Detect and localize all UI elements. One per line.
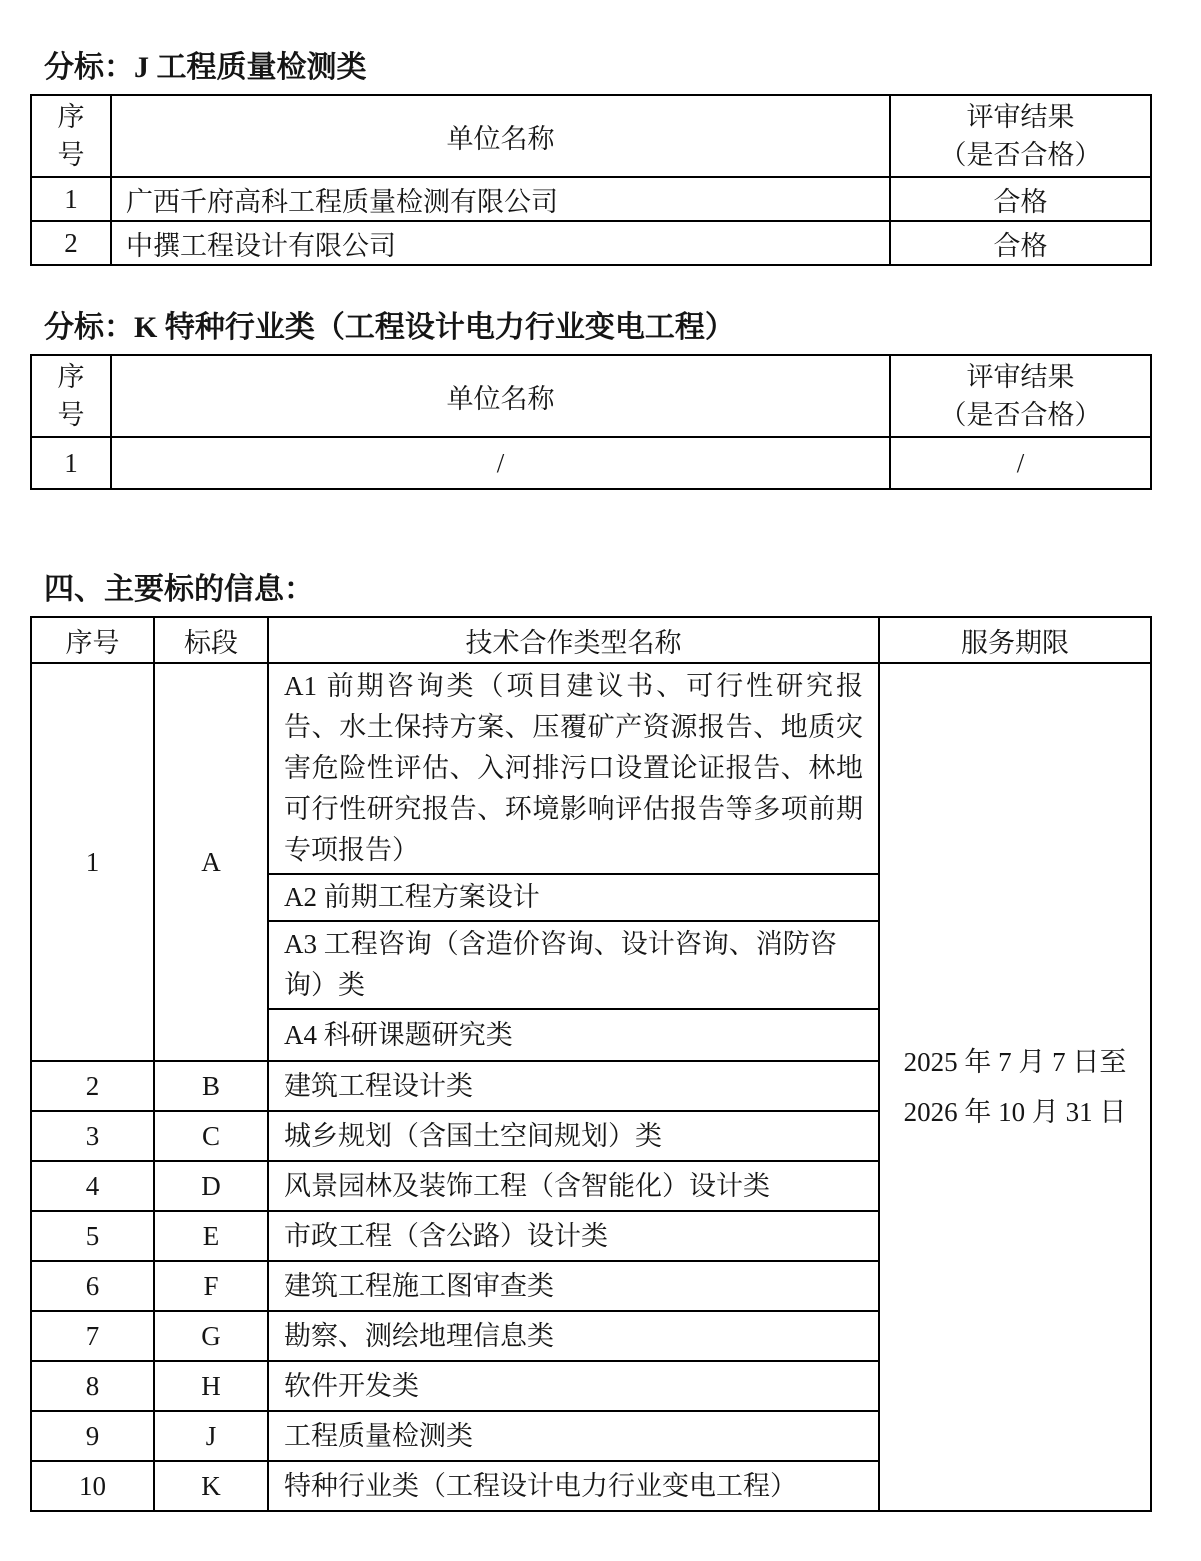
lot-cell: E: [154, 1211, 268, 1261]
type-cell: A1 前期咨询类（项目建议书、可行性研究报告、水土保持方案、压覆矿产资源报告、地质灾害危险性评估、入河排污口设置论证报告、林地可行性研究报告、环境影响评估报告等多项前期专项报告）: [268, 663, 879, 874]
lot-cell: K: [154, 1461, 268, 1511]
table-row: [31, 221, 1151, 265]
col-header-lot: 标段: [154, 617, 268, 663]
service-period-line: 2025 年 7 月 7 日至: [903, 1047, 1127, 1077]
row-index-cell: 8: [31, 1361, 154, 1411]
row-index-cell: 7: [31, 1311, 154, 1361]
col-header-result-line: 评审结果: [966, 362, 1075, 392]
row-index-cell: 9: [31, 1411, 154, 1461]
type-cell: A3 工程咨询（含造价咨询、设计咨询、消防咨询）类: [268, 921, 879, 1009]
col-header-no: 序号: [31, 617, 154, 663]
col-header-result: [890, 355, 1151, 437]
lot-cell: F: [154, 1261, 268, 1311]
col-header-type: 技术合作类型名称: [268, 617, 879, 663]
type-cell: 城乡规划（含国土空间规划）类: [268, 1111, 879, 1161]
table-header-row: [31, 355, 1151, 437]
unit-name-cell: /: [111, 437, 890, 489]
type-cell: 勘察、测绘地理信息类: [268, 1311, 879, 1361]
unit-name-cell: 广西千府高科工程质量检测有限公司: [111, 177, 890, 221]
col-header-result-line: （是否合格）: [939, 400, 1102, 430]
col-header-no-line: 号: [57, 140, 85, 170]
row-index-cell: 4: [31, 1161, 154, 1211]
section-k-heading: 分标：K 特种行业类（工程设计电力行业变电工程）: [44, 311, 735, 344]
col-header-no-line: 号: [57, 400, 85, 430]
col-header-no-line: 序: [57, 362, 85, 392]
row-index-cell: 5: [31, 1211, 154, 1261]
lot-cell: C: [154, 1111, 268, 1161]
table-row: [31, 177, 1151, 221]
lot-cell: J: [154, 1411, 268, 1461]
col-header-no-line: 序: [57, 102, 85, 132]
table-header-row: [31, 617, 1151, 663]
service-period-line: 2026 年 10 月 31 日: [903, 1097, 1127, 1127]
type-cell: 市政工程（含公路）设计类: [268, 1211, 879, 1261]
col-header-period: 服务期限: [879, 617, 1151, 663]
type-cell: A2 前期工程方案设计: [268, 874, 879, 921]
main-info-heading: 四、主要标的信息：: [44, 573, 314, 606]
result-cell: 合格: [890, 221, 1151, 265]
row-index-cell: 2: [31, 221, 111, 265]
table-row: [31, 663, 1151, 874]
lot-cell: G: [154, 1311, 268, 1361]
row-index-cell: 6: [31, 1261, 154, 1311]
table-row: [31, 437, 1151, 489]
service-period-cell: [879, 663, 1151, 1511]
col-header-unit: 单位名称: [111, 355, 890, 437]
type-cell: 工程质量检测类: [268, 1411, 879, 1461]
row-index-cell: 3: [31, 1111, 154, 1161]
result-cell: /: [890, 437, 1151, 489]
unit-name-cell: 中撰工程设计有限公司: [111, 221, 890, 265]
row-index-cell: 1: [31, 437, 111, 489]
col-header-result-line: （是否合格）: [939, 140, 1102, 170]
row-index-cell: 2: [31, 1061, 154, 1111]
lot-cell: H: [154, 1361, 268, 1411]
type-cell: 风景园林及装饰工程（含智能化）设计类: [268, 1161, 879, 1211]
type-cell: 建筑工程施工图审查类: [268, 1261, 879, 1311]
col-header-no: [31, 95, 111, 177]
type-cell: A4 科研课题研究类: [268, 1009, 879, 1061]
type-cell: 特种行业类（工程设计电力行业变电工程）: [268, 1461, 879, 1511]
section-j-table: [30, 94, 1152, 266]
row-index-cell: 1: [31, 177, 111, 221]
row-index-cell: 1: [31, 663, 154, 1061]
col-header-unit: 单位名称: [111, 95, 890, 177]
main-info-table: [30, 616, 1152, 1512]
lot-cell: B: [154, 1061, 268, 1111]
row-index-cell: 10: [31, 1461, 154, 1511]
lot-cell: A: [154, 663, 268, 1061]
col-header-result-line: 评审结果: [966, 102, 1075, 132]
result-cell: 合格: [890, 177, 1151, 221]
table-header-row: [31, 95, 1151, 177]
col-header-no: [31, 355, 111, 437]
lot-cell: D: [154, 1161, 268, 1211]
type-cell: 建筑工程设计类: [268, 1061, 879, 1111]
col-header-result: [890, 95, 1151, 177]
type-cell: 软件开发类: [268, 1361, 879, 1411]
section-j-heading: 分标：J 工程质量检测类: [44, 51, 367, 84]
section-k-table: [30, 354, 1152, 490]
